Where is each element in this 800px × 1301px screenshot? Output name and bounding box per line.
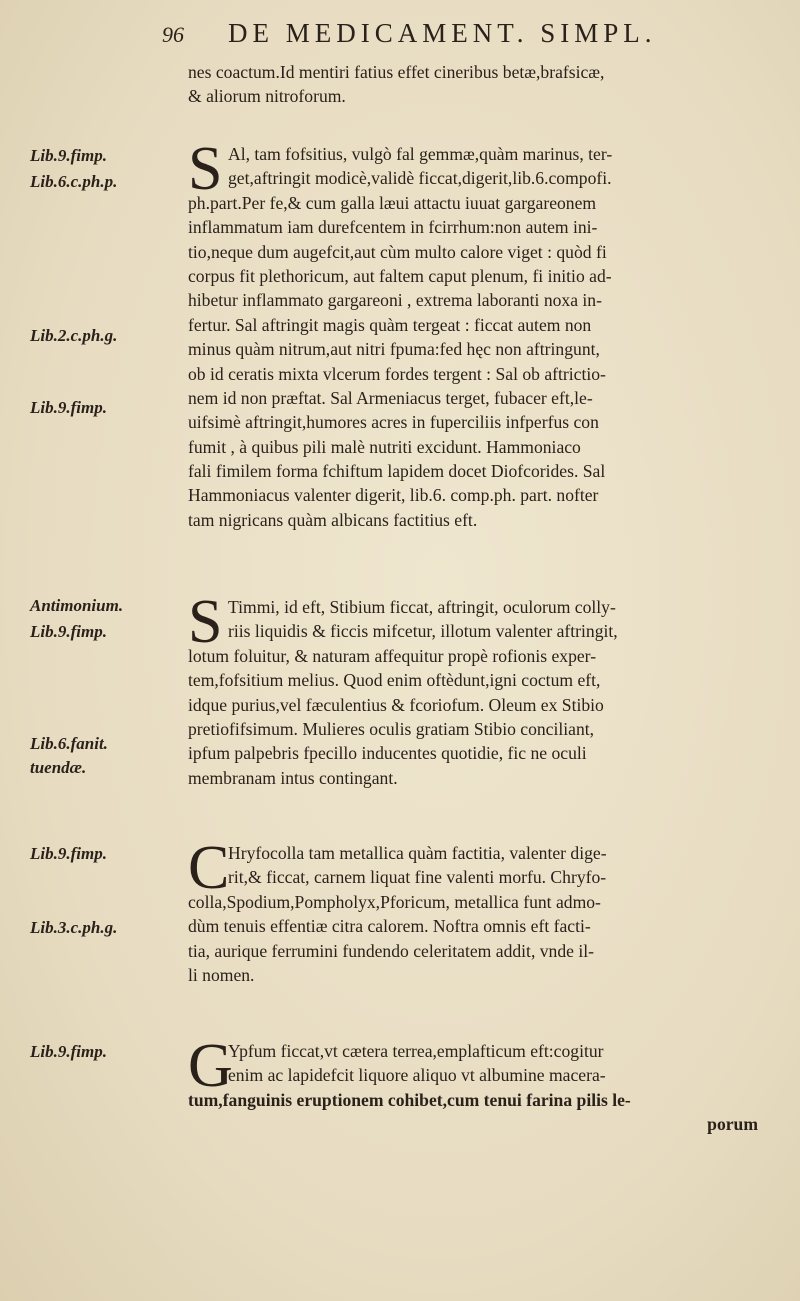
text-line: tem,fofsitium melius. Quod enim oftèdunt,igni coctum eft, [188,670,601,691]
text-line: & aliorum nitroforum. [188,86,346,107]
text-line: hibetur inflammato gargareoni , extrema laboranti noxa in- [188,290,602,311]
text-line: ob id ceratis mixta vlcerum fordes tergent : Sal ob aftrictio- [188,363,606,384]
text-line: uifsimè aftringit,humores acres in fuperciliis infperfus con [188,412,599,433]
text-line: get,aftringit modicè,validè ficcat,digerit,lib.6.compofi. [228,168,612,189]
text-line: dùm tenuis effentiæ citra calorem. Noftra omnis eft facti- [188,916,591,937]
margin-note: Antimonium. [30,596,124,615]
text-line: fertur. Sal aftringit magis quàm tergeat : ficcat autem non [188,314,592,335]
paragraph-sal [188,135,768,532]
margin-note: Lib.3.c.ph.g. [30,918,118,937]
paragraph-chrysocolla [188,834,768,987]
text-line: fali fimilem forma fchiftum lapidem docet Diofcorides. Sal [188,461,606,482]
text-line: idque purius,vel fæculentius & fcoriofum. Oleum ex Stibio [188,694,604,715]
text-line: Hryfocolla tam metallica quàm factitia, valenter dige- [228,843,607,863]
text-line: tia, aurique ferrumini fundendo celeritatem addit, vnde il- [188,940,594,961]
text-line: rit,& ficcat, carnem liquat fine valenti morfu. Chryfo- [228,867,607,888]
margin-note: Lib.6.fanit. [30,734,108,753]
text-line: tio,neque dum augefcit,aut cùm multo calore viget : quòd fi [188,241,607,262]
margin-note: Lib.6.c.ph.p. [30,172,118,191]
margin-note: Lib.2.c.ph.g. [30,326,118,345]
text-line: nes coactum.Id mentiri fatius effet cineribus betæ,brafsicæ, [188,62,605,82]
text-line: ph.part.Per fe,& cum galla læui attactu iuuat gargareonem [188,192,597,213]
catchword-line: porum [707,1114,758,1135]
text-line: colla,Spodium,Pompholyx,Pforicum, metallica funt admo- [188,891,601,912]
margin-note: tuendæ. [30,758,87,777]
text-line: tam nigricans quàm albicans factitius eft. [188,509,478,530]
text-line: lotum foluitur, & naturam affequitur propè rofionis exper- [188,645,597,666]
text-line: Al, tam fofsitius, vulgò fal gemmæ,quàm marinus, ter- [228,144,613,164]
text-line: inflammatum iam durefcentem in fcirrhum:non autem ini- [188,217,598,238]
text-line: ipfum palpebris fpecillo inducentes quotidie, fic ne oculi [188,743,587,764]
text-line: li nomen. [188,964,255,985]
text-line: enim ac lapidefcit liquore aliquo vt albumine macera- [228,1065,606,1086]
text-line: minus quàm nitrum,aut nitri fpuma:fed hęc non aftringunt, [188,339,600,360]
text-line: Hammoniacus valenter digerit, lib.6. comp.ph. part. nofter [188,485,599,506]
margin-note: Lib.9.fimp. [30,622,107,641]
drop-cap: S [188,135,223,203]
paragraph-gypsum [188,1032,768,1137]
drop-cap: C [188,834,230,902]
text-line: Timmi, id eft, Stibium ficcat, aftringit, oculorum colly- [228,597,616,617]
drop-cap: G [188,1032,233,1100]
text-line: fumit , à quibus pili malè nutriti excidunt. Hammoniaco [188,436,581,457]
text-line: riis liquidis & ficcis mifcetur, illotum valenter aftringit, [228,621,618,642]
margin-note: Lib.9.fimp. [30,398,107,417]
margin-note: Lib.9.fimp. [30,146,107,165]
intro-text [188,60,768,109]
running-title: DE MEDICAMENT. SIMPL. [228,18,657,48]
text-line: pretiofifsimum. Mulieres oculis gratiam Stibio conciliant, [188,718,595,739]
text-line: nem id non præftat. Sal Armeniacus terget, fubacer eft,le- [188,387,593,408]
margin-note: Lib.9.fimp. [30,844,107,863]
page-number: 96 [162,22,184,47]
text-line: tum,fanguinis eruptionem cohibet,cum tenui farina pilis le- [188,1089,631,1110]
drop-cap: S [188,588,223,656]
text-line: membranam intus contingant. [188,767,398,788]
text-line: Ypfum ficcat,vt cætera terrea,emplafticum eft:cogitur [228,1041,604,1061]
margin-note: Lib.9.fimp. [30,1042,107,1061]
text-line: corpus fit plethoricum, aut faltem caput plenum, fi initio ad- [188,265,612,286]
paragraph-stimmi [188,588,768,790]
page-header [150,18,760,54]
